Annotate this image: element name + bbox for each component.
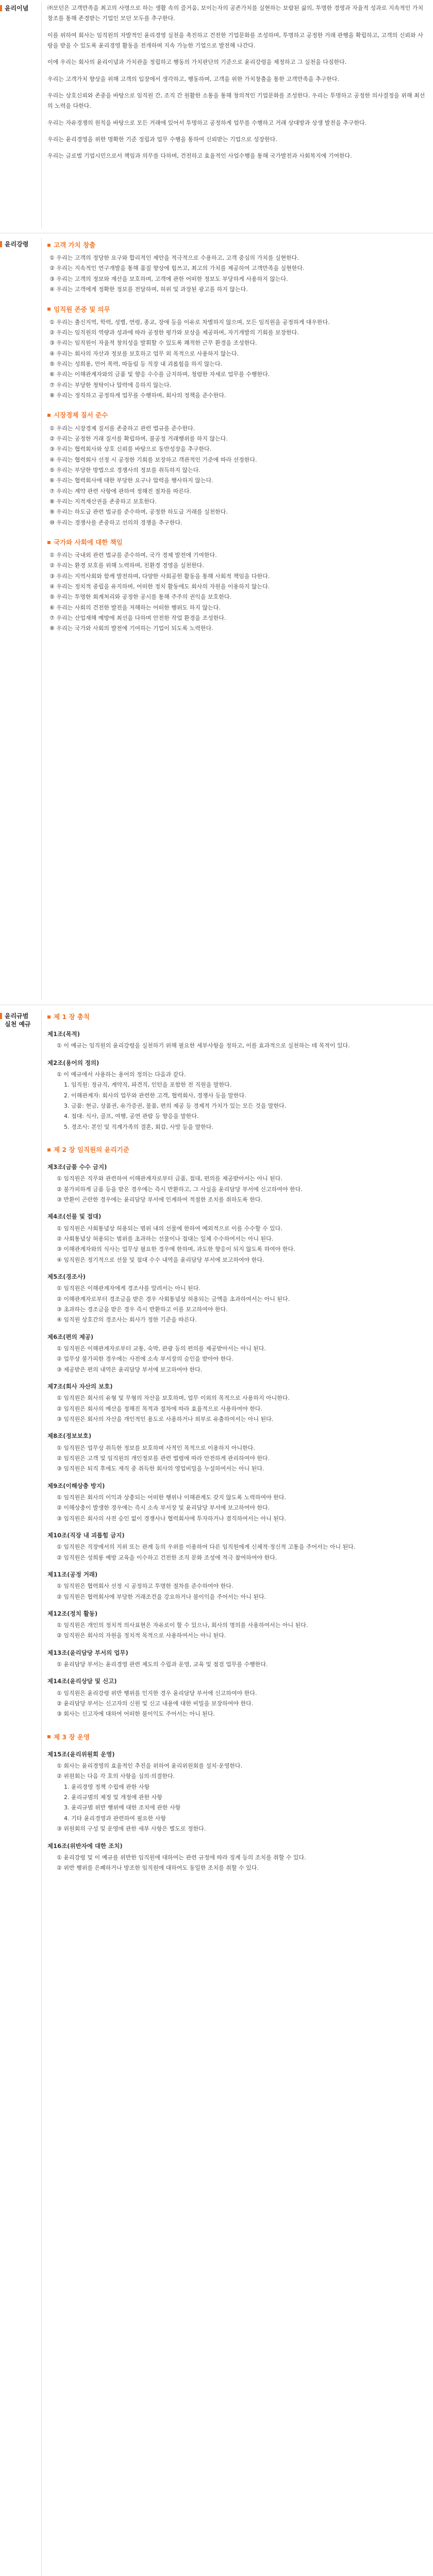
article-item: ① 임직원은 윤리강령 위반 행위를 인지한 경우 윤리담당 부서에 신고하여야 한다. xyxy=(57,1689,257,1697)
article-item: ① 이 예규는 임직원의 윤리강령을 실천하기 위해 필요한 세부사항을 정하고, 이를 효과적으로 실천하는 데 목적이 있다. xyxy=(57,1042,350,1049)
article-title: 제16조(위반자에 대한 조치) xyxy=(47,1842,123,1850)
chapter-title xyxy=(47,536,426,548)
article-title: 제4조(선물 및 접대) xyxy=(47,1213,102,1221)
conduct-item: ⑦ 우리는 계약 관련 사항에 관하여 정해진 절차를 따른다. xyxy=(49,487,192,495)
article-item: 2. 이해관계자: 회사의 업무와 관련한 고객, 협력회사, 경쟁사 등을 말한다. xyxy=(64,1092,246,1099)
article-item: ② 임직원은 협력회사에 부당한 거래조건을 강요하거나 불이익을 주어서는 아니 된다. xyxy=(57,1593,267,1600)
article-item: 3. 금품: 현금, 상품권, 유가증권, 물품, 편의 제공 등 경제적 가치가 있는 모든 것을 말한다. xyxy=(64,1103,287,1110)
article-item: ③ 임직원은 퇴직 후에도 재직 중 취득한 회사의 영업비밀을 누설하여서는 아니 된다. xyxy=(57,1465,264,1472)
article-item: ① 임직원은 업무상 취득한 정보를 보호하며 사적인 목적으로 이용하지 아니한다. xyxy=(57,1444,255,1451)
chapter-title xyxy=(47,239,426,251)
chapter-title xyxy=(47,1144,426,1156)
article-title: 제11조(공정 거래) xyxy=(47,1570,98,1578)
conduct-item: ⑨ 우리는 하도급 관련 법규를 준수하며, 공정한 하도급 거래를 실천한다. xyxy=(49,509,228,516)
conduct-item: ⑦ 우리는 산업재해 예방에 최선을 다하며 안전한 작업 환경을 조성한다. xyxy=(49,615,226,622)
article-item: 4. 기타 윤리경영과 관련하여 필요한 사항 xyxy=(64,1815,166,1822)
conduct-item: ⑥ 우리는 이해관계자와의 금품 및 향응 수수를 금지하며, 청렴한 자세로 업무를 수행한다. xyxy=(49,371,270,378)
bullet-square-icon xyxy=(47,1015,51,1019)
conduct-item: ② 우리는 환경 보호를 위해 노력하며, 친환경 경영을 실천한다. xyxy=(49,562,204,569)
conduct-item: ⑤ 우리는 부당한 방법으로 경쟁사의 정보를 취득하지 않는다. xyxy=(49,466,201,473)
section-label-ideology xyxy=(0,4,36,12)
article-item: 1. 임직원: 정규직, 계약직, 파견직, 인턴을 포함한 전 직원을 말한다. xyxy=(64,1081,232,1089)
conduct-item: ⑥ 우리는 사회의 건전한 발전을 저해하는 어떠한 행위도 하지 않는다. xyxy=(49,604,221,611)
article-item: ② 임직원은 고객 및 임직원의 개인정보를 관련 법령에 따라 안전하게 관리하여야 한다. xyxy=(57,1454,270,1462)
article-item: ① 이 예규에서 사용하는 용어의 정의는 다음과 같다. xyxy=(57,1071,186,1078)
conduct-item: ② 우리는 임직원의 역량과 성과에 따라 공정한 평가와 보상을 제공하며, 자기개발의 기회를 보장한다. xyxy=(49,329,299,336)
chapter-title xyxy=(47,1731,426,1743)
conduct-item: ② 우리는 공정한 거래 질서를 확립하며, 불공정 거래행위를 하지 않는다. xyxy=(49,435,228,442)
article-item: ③ 회사는 신고자에 대하여 어떠한 불이익도 주어서는 아니 된다. xyxy=(57,1710,215,1718)
ideology-paragraph: ㈜모던은 고객만족을 최고의 사명으로 하는 생활 속의 즐거움, 보이는자의 공존가치를 실현하는 보람된 삶의, 투명한 경영과 자율적 성과로 지속적인 가치창조를 통해 존경받는 기업인 모던 모두를 추구한다. xyxy=(47,5,424,22)
guidelines-content xyxy=(47,1011,426,1873)
article-item: ① 임직원은 협력회사 선정 시 공정하고 투명한 절차를 준수하여야 한다. xyxy=(57,1583,234,1590)
article-item: ④ 임직원은 정기적으로 선물 및 접대 수수 내역을 윤리담당 부서에 보고하여야 한다. xyxy=(57,1256,264,1263)
ideology-paragraph: 우리는 상호신뢰와 존중을 바탕으로 임직원 간, 조직 간 원활한 소통을 통해 창의적인 기업문화를 조성한다. 우리는 투명하고 공정한 의사결정을 위해 최선의 노력을 다한다. xyxy=(47,92,425,110)
section-divider-line xyxy=(41,2,42,229)
bullet-square-icon xyxy=(47,308,51,311)
article-item: ② 사회통념상 허용되는 범위를 초과하는 선물이나 접대는 일체 수수하여서는 아니 된다. xyxy=(57,1235,274,1243)
orange-marker-icon xyxy=(0,1013,2,1019)
article-title: 제14조(윤리상담 및 신고) xyxy=(47,1677,117,1685)
article-item: ② 임직원은 회사의 자원을 정치적 목적으로 사용하여서는 아니 된다. xyxy=(57,1632,226,1639)
conduct-item: ⑧ 우리는 지적재산권을 존중하고 보호한다. xyxy=(49,498,157,505)
orange-marker-icon xyxy=(0,241,2,247)
conduct-item: ⑤ 우리는 투명한 회계처리와 공정한 공시를 통해 주주의 권익을 보호한다. xyxy=(49,594,231,601)
chapter-title-text: 국가와 사회에 대한 책임 xyxy=(54,538,123,546)
article-item: ③ 위원회의 구성 및 운영에 관한 세부 사항은 별도로 정한다. xyxy=(57,1825,206,1833)
ideology-paragraph: 이를 위하여 회사는 임직원의 자발적인 윤리경영 실천을 촉진하고 건전한 기업문화를 조성하며, 투명하고 공정한 거래 관행을 확립하고, 고객의 신뢰와 사랑을 받을 수 있도록 윤리경영 활동을 전개하며 지속 가능한 기업으로 발전해 나간다. xyxy=(47,31,423,49)
article-item: ① 임직원은 개인의 정치적 의사표현은 자유로이 할 수 있으나, 회사의 명의를 사용하여서는 아니 된다. xyxy=(57,1622,308,1629)
chapter-title-text: 제 2 장 임직원의 윤리기준 xyxy=(54,1146,129,1154)
article-item: ① 임직원은 회사의 이익과 상충되는 어떠한 행위나 이해관계도 갖지 않도록 노력하여야 한다. xyxy=(57,1494,286,1501)
section-divider-line xyxy=(41,238,42,1001)
article-item: ① 임직원은 직장에서의 지위 또는 관계 등의 우위를 이용하여 다른 임직원에게 신체적·정신적 고통을 주어서는 아니 된다. xyxy=(57,1544,356,1551)
article-item: ① 임직원은 이해관계자로부터 교통, 숙박, 관광 등의 편의를 제공받아서는 아니 된다. xyxy=(57,1345,266,1352)
article-title: 제12조(정치 활동) xyxy=(47,1609,98,1617)
article-item: ① 임직원은 이해관계자에게 경조사를 알려서는 아니 된다. xyxy=(57,1285,201,1292)
article-item: 2. 윤리규범의 제정 및 개정에 관한 사항 xyxy=(64,1794,162,1801)
article-item: ② 윤리담당 부서는 신고자의 신원 및 신고 내용에 대한 비밀을 보장하여야 한다. xyxy=(57,1700,254,1707)
conduct-item: ③ 우리는 고객의 정보와 재산을 보호하며, 고객에 관한 어떠한 정보도 부당하게 사용하지 않는다. xyxy=(49,275,288,282)
section-label-guidelines xyxy=(0,1012,36,1028)
conduct-item: ④ 우리는 고객에게 정확한 정보를 전달하며, 허위 및 과장된 광고를 하지 않는다. xyxy=(49,286,248,293)
article-title: 제2조(용어의 정의) xyxy=(47,1059,99,1066)
article-item: ③ 초과하는 경조금을 받은 경우 즉시 반환하고 이를 보고하여야 한다. xyxy=(57,1306,228,1313)
article-title: 제5조(경조사) xyxy=(47,1273,86,1281)
conduct-item: ⑦ 우리는 부당한 청탁이나 압력에 응하지 않는다. xyxy=(49,381,172,388)
conduct-item: ④ 우리는 정치적 중립을 유지하며, 어떠한 정치 활동에도 회사의 자원을 이용하지 않는다. xyxy=(49,583,270,590)
orange-marker-icon xyxy=(0,5,2,11)
conduct-item: ④ 우리는 회사의 자산과 정보를 보호하고 업무 외 목적으로 사용하지 않는다. xyxy=(49,350,239,357)
article-item: ② 업무상 불가피한 경우에는 사전에 소속 부서장의 승인을 받아야 한다. xyxy=(57,1355,234,1363)
section-divider-line xyxy=(41,1010,42,2576)
conduct-item: ③ 우리는 협력회사와 상호 신뢰를 바탕으로 동반성장을 추구한다. xyxy=(49,446,212,453)
article-item: ③ 임직원은 회사의 사전 승인 없이 경쟁사나 협력회사에 투자하거나 겸직하여서는 아니 된다. xyxy=(57,1515,286,1522)
article-item: ③ 제공받은 편의 내역은 윤리담당 부서에 보고하여야 한다. xyxy=(57,1366,203,1373)
article-item: ② 임직원은 성희롱 예방 교육을 이수하고 건전한 조직 문화 조성에 적극 참여하여야 한다. xyxy=(57,1554,277,1561)
article-item: ④ 임직원 상호간의 경조사는 회사가 정한 기준을 따른다. xyxy=(57,1316,197,1324)
article-item: ① 윤리강령 및 이 예규를 위반한 임직원에 대하여는 관련 규정에 따라 징계 등의 조치를 취할 수 있다. xyxy=(57,1854,306,1861)
conduct-item: ③ 우리는 임직원이 자율적 창의성을 발휘할 수 있도록 쾌적한 근무 환경을 조성한다. xyxy=(49,340,257,347)
conduct-item: ⑤ 우리는 성희롱, 언어 폭력, 따돌림 등 직장 내 괴롭힘을 하지 않는다. xyxy=(49,361,223,367)
chapter-title-text: 시장경제 질서 준수 xyxy=(54,411,108,419)
chapter-title xyxy=(47,409,426,421)
ideology-content xyxy=(47,3,426,168)
article-item: ① 임직원은 회사의 유형 및 무형의 자산을 보호하며, 업무 이외의 목적으로 사용하지 아니한다. xyxy=(57,1395,290,1402)
article-title: 제1조(목적) xyxy=(47,1030,80,1038)
conduct-item: ① 우리는 시장경제 질서를 존중하고 관련 법규를 준수한다. xyxy=(49,425,195,432)
article-item: 3. 윤리규범 위반 행위에 대한 조치에 관한 사항 xyxy=(64,1804,181,1811)
article-item: ② 임직원은 회사의 예산을 정해진 목적과 절차에 따라 효율적으로 사용하여야 한다. xyxy=(57,1405,262,1412)
article-item: ① 회사는 윤리경영의 효율적인 추진을 위하여 윤리위원회를 설치·운영한다. xyxy=(57,1762,243,1770)
bullet-square-icon xyxy=(47,244,51,247)
article-title: 제10조(직장 내 괴롭힘 금지) xyxy=(47,1531,125,1539)
article-item: ② 이해상충이 발생한 경우에는 즉시 소속 부서장 및 윤리담당 부서에 보고하여야 한다. xyxy=(57,1504,270,1512)
conduct-item: ② 우리는 지속적인 연구개발을 통해 품질 향상에 힘쓰고, 최고의 가치를 제공하여 고객만족을 실현한다. xyxy=(49,265,305,272)
article-title: 제8조(정보보호) xyxy=(47,1432,92,1440)
article-item: ③ 반환이 곤란한 경우에는 윤리담당 부서에 인계하여 적절한 조치를 취하도록 한다. xyxy=(57,1196,262,1204)
article-title: 제6조(편의 제공) xyxy=(47,1333,94,1341)
ideology-paragraph: 우리는 윤리경영을 위한 명확한 기준 정립과 업무 수행을 통하여 신뢰받는 기업으로 성장한다. xyxy=(47,136,277,143)
article-item: ① 임직원은 직무와 관련하여 이해관계자로부터 금품, 접대, 편의를 제공받아서는 아니 된다. xyxy=(57,1175,282,1182)
article-title: 제9조(이해상충 방지) xyxy=(47,1482,105,1489)
article-title: 제7조(회사 자산의 보호) xyxy=(47,1383,113,1391)
section-label-text: 윤리강령 xyxy=(5,241,29,248)
ideology-paragraph: 우리는 글로벌 기업시민으로서 책임과 의무를 다하며, 건전하고 효율적인 사업수행을 통해 국가발전과 사회복지에 기여한다. xyxy=(47,152,352,160)
article-item: ③ 임직원은 회사의 자산을 개인적인 용도로 사용하거나 외부로 유출하여서는 아니 된다. xyxy=(57,1416,274,1423)
article-item: ① 윤리담당 부서는 윤리경영 관련 제도의 수립과 운영, 교육 및 점검 업무를 수행한다. xyxy=(57,1661,268,1668)
bullet-square-icon xyxy=(47,414,51,417)
conduct-content xyxy=(47,239,426,634)
section-label-conduct xyxy=(0,240,36,248)
chapter-title-text: 제 3 장 운영 xyxy=(54,1733,90,1741)
chapter-title-text: 고객 가치 창출 xyxy=(54,241,96,249)
chapter-title xyxy=(47,1011,426,1023)
conduct-item: ③ 우리는 지역사회와 함께 발전하며, 다양한 사회공헌 활동을 통해 사회적 책임을 다한다. xyxy=(49,572,270,580)
ideology-paragraph: 우리는 고객가치 향상을 위해 고객의 입장에서 생각하고, 행동하며, 고객을 위한 가치창출을 통한 고객만족을 추구한다. xyxy=(47,75,339,82)
bullet-square-icon xyxy=(47,1735,51,1738)
chapter-title-text: 임직원 존중 및 의무 xyxy=(54,305,110,313)
section-label-text: 윤리이념 xyxy=(5,5,29,12)
conduct-item: ⑧ 우리는 정직하고 공정하게 업무를 수행하며, 회사의 정책을 준수한다. xyxy=(49,392,226,399)
article-item: 5. 경조사: 본인 및 직계가족의 결혼, 회갑, 사망 등을 말한다. xyxy=(64,1123,213,1130)
conduct-item: ⑥ 우리는 협력회사에 대한 부당한 요구나 압력을 행사하지 않는다. xyxy=(49,477,213,484)
ideology-paragraph: 우리는 자유경쟁의 원칙을 바탕으로 모든 거래에 있어서 투명하고 공정하게 업무를 수행하고 거래 상대방과 상생 발전을 추구한다. xyxy=(47,119,367,126)
article-item: ② 이해관계자로부터 경조금을 받은 경우 사회통념상 허용되는 금액을 초과하여서는 아니 된다. xyxy=(57,1295,290,1302)
conduct-item: ① 우리는 국내외 관련 법규를 준수하며, 국가 경제 발전에 기여한다. xyxy=(49,552,217,559)
article-item: 4. 접대: 식사, 골프, 여행, 공연 관람 등 향응을 말한다. xyxy=(64,1113,199,1120)
conduct-item: ⑩ 우리는 경쟁사를 존중하고 선의의 경쟁을 추구한다. xyxy=(49,519,182,526)
ideology-paragraph: 이에 우리는 회사의 윤리이념과 가치관을 정립하고 행동의 가치판단의 기준으로 윤리강령을 제정하고 그 실천을 다짐한다. xyxy=(47,59,347,66)
chapter-title-text: 제 1 장 총칙 xyxy=(54,1013,90,1021)
article-item: ② 위원회는 다음 각 호의 사항을 심의·의결한다. xyxy=(57,1773,175,1780)
article-title: 제13조(윤리담당 부서의 업무) xyxy=(47,1649,128,1656)
conduct-item: ⑧ 우리는 국가와 사회의 발전에 기여하는 기업이 되도록 노력한다. xyxy=(49,625,213,632)
conduct-item: ① 우리는 고객의 정당한 요구와 합리적인 제안을 적극적으로 수용하고, 고객 중심의 가치를 실현한다. xyxy=(49,255,299,262)
article-item: ② 불가피하게 금품 등을 받은 경우에는 즉시 반환하고, 그 사실을 윤리담당 부서에 신고하여야 한다. xyxy=(57,1185,303,1193)
conduct-item: ④ 우리는 협력회사 선정 시 공정한 기회를 보장하고 객관적인 기준에 따라 선정한다. xyxy=(49,456,257,463)
article-title: 제15조(윤리위원회 운영) xyxy=(47,1750,115,1758)
bullet-square-icon xyxy=(47,1148,51,1151)
bullet-square-icon xyxy=(47,541,51,544)
article-item: ① 임직원은 사회통념상 허용되는 범위 내의 선물에 한하여 예외적으로 이를 수수할 수 있다. xyxy=(57,1225,282,1232)
section-label-text: 윤리규범 실천 예규 xyxy=(5,1012,31,1028)
article-title: 제3조(금품 수수 금지) xyxy=(47,1163,107,1171)
article-item: 1. 윤리경영 정책 수립에 관한 사항 xyxy=(64,1783,150,1790)
chapter-title xyxy=(47,303,426,315)
article-item: ③ 이해관계자와의 식사는 업무상 필요한 경우에 한하며, 과도한 향응이 되지 않도록 하여야 한다. xyxy=(57,1246,295,1253)
article-item: ② 위반 행위를 은폐하거나 방조한 임직원에 대하여도 동일한 조치를 취할 수 있다. xyxy=(57,1865,259,1872)
conduct-item: ① 우리는 출신지역, 학력, 성별, 연령, 종교, 장애 등을 이유로 차별하지 않으며, 모든 임직원을 공정하게 대우한다. xyxy=(49,318,330,326)
